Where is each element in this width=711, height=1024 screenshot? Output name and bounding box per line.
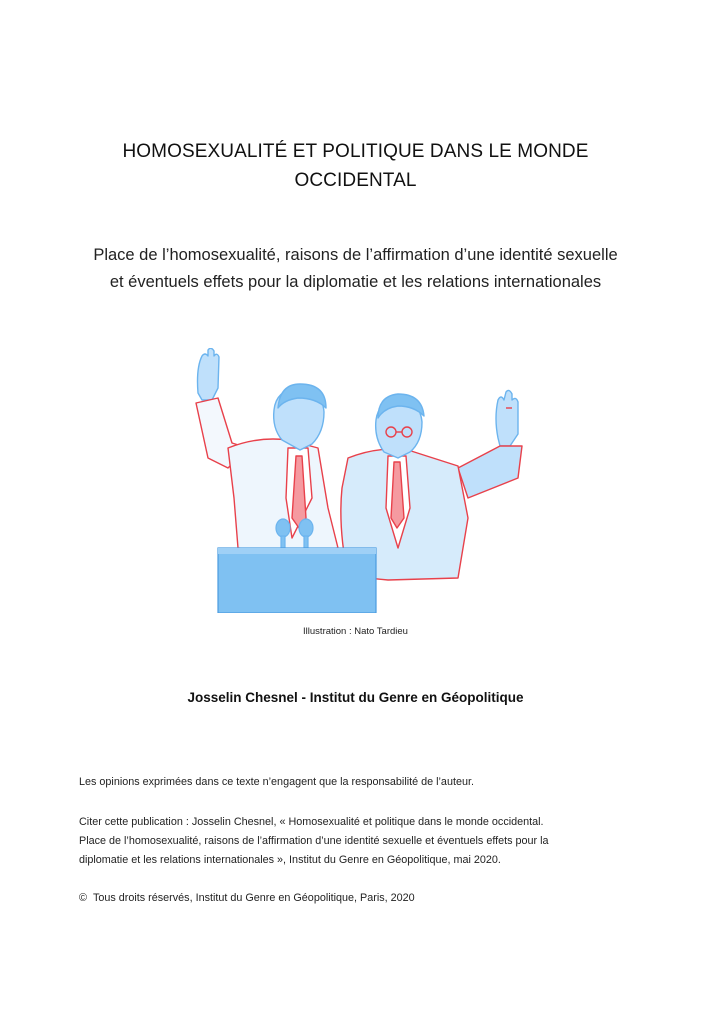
title-line-2: OCCIDENTAL [294, 170, 417, 191]
illustration-credit: Illustration : Nato Tardieu [303, 626, 408, 637]
copyright-line [79, 889, 639, 908]
podium [218, 548, 376, 613]
subtitle-line-1: Place de l’homosexualité, raisons de l’affirmation d’une identité sexuelle [93, 246, 618, 264]
citation-line-3: diplomatie et les relations internationales », Institut du Genre en Géopolitique, mai 2020. [79, 854, 501, 866]
document-title [60, 137, 651, 195]
author-line: Josselin Chesnel - Institut du Genre en Géopolitique [187, 690, 524, 705]
citation-line-1: Citer cette publication : Josselin Chesnel, « Homosexualité et politique dans le monde occidental. [79, 816, 544, 828]
disclaimer: Les opinions exprimées dans ce texte n’engagent que la responsabilité de l’auteur. [79, 776, 474, 788]
copyright-text: Tous droits réservés, Institut du Genre en Géopolitique, Paris, 2020 [92, 892, 415, 904]
politicians-illustration [188, 348, 528, 613]
citation-block [79, 813, 639, 870]
copyright-symbol: © [79, 892, 87, 904]
left-politician-figure [196, 348, 338, 553]
title-line-1: HOMOSEXUALITÉ ET POLITIQUE DANS LE MONDE [122, 141, 589, 162]
document-subtitle [50, 242, 661, 296]
subtitle-line-2: et éventuels effets pour la diplomatie et les relations internationales [109, 273, 602, 291]
citation-line-2: Place de l’homosexualité, raisons de l’affirmation d’une identité sexuelle et éventuels effets pour la [79, 835, 549, 847]
